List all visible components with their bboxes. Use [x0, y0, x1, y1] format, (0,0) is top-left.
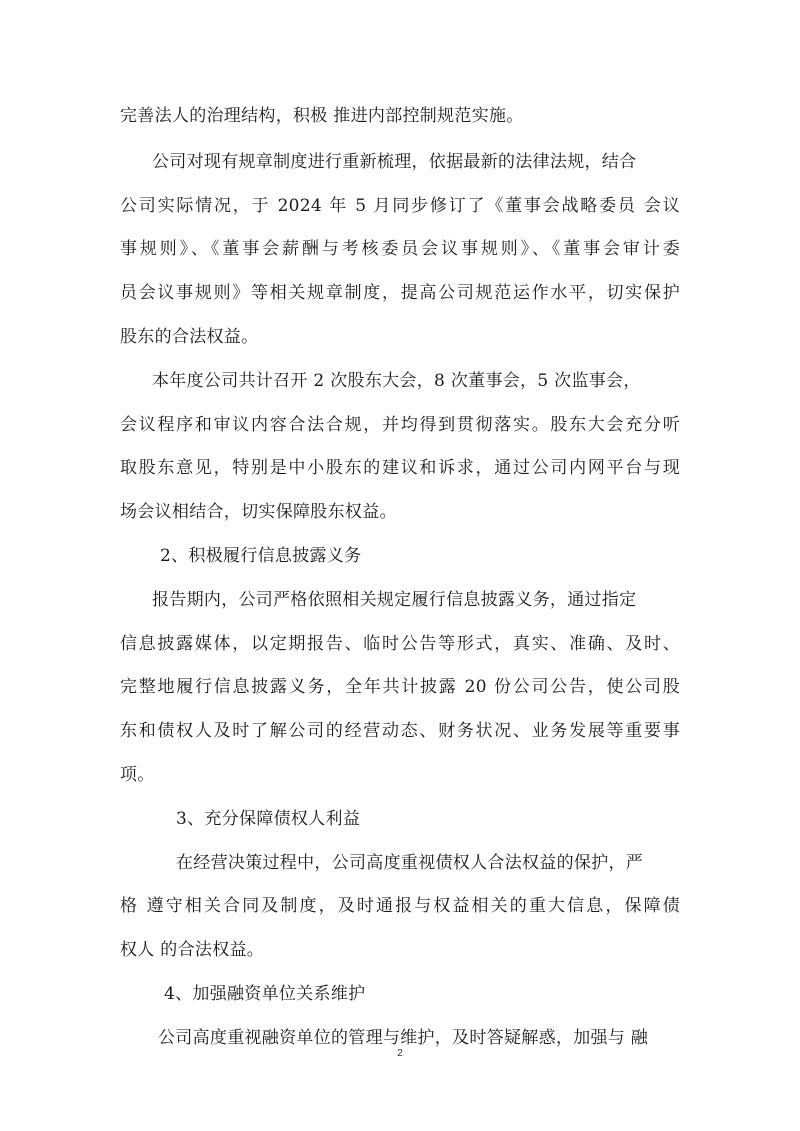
section-heading: 4、加强融资单位关系维护	[164, 984, 366, 1004]
section-heading: 2、积极履行信息披露义务	[160, 546, 362, 566]
paragraph-line: 事规则》、《董事会薪酬与考核委员会议事规则》、《董事会审计委	[120, 239, 680, 259]
paragraph-line: 格 遵守相关合同及制度，及时通报与权益相关的重大信息，保障债	[120, 896, 680, 916]
section-heading: 3、充分保障债权人利益	[176, 809, 361, 829]
paragraph-line: 公司对现有规章制度进行重新梳理，依据最新的法律法规，结合	[152, 152, 637, 172]
paragraph-line: 在经营决策过程中，公司高度重视债权人合法权益的保护，严	[176, 853, 644, 873]
paragraph-line: 取股东意见，特别是中小股东的建议和诉求，通过公司内网平台与现	[120, 458, 680, 478]
paragraph-line: 信息披露媒体，以定期报告、临时公告等形式，真实、准确、及时、	[120, 634, 680, 654]
paragraph-line: 股东的合法权益。	[120, 327, 259, 347]
paragraph-line: 完整地履行信息披露义务，全年共计披露 20 份公司公告，使公司股	[120, 677, 680, 697]
paragraph-line: 本年度公司共计召开 2 次股东大会，8 次董事会，5 次监事会，	[152, 371, 641, 391]
paragraph-line: 公司实际情况，于 2024 年 5 月同步修订了《董事会战略委员 会议	[120, 196, 680, 216]
paragraph-line: 公司高度重视融资单位的管理与维护，及时答疑解惑，加强与 融	[158, 1028, 649, 1048]
paragraph-line: 项。	[120, 765, 155, 785]
paragraph-line: 东和债权人及时了解公司的经营动态、财务状况、业务发展等重要事	[120, 721, 680, 741]
paragraph-line: 员会议事规则》等相关规章制度，提高公司规范运作水平，切实保护	[120, 283, 680, 303]
paragraph-line: 权人 的合法权益。	[120, 940, 265, 960]
page-number: 2	[397, 1048, 403, 1059]
paragraph-line: 完善法人的治理结构，积极 推进内部控制规范实施。	[120, 106, 524, 126]
paragraph-line: 场会议相结合，切实保障股东权益。	[120, 502, 397, 522]
paragraph-line: 会议程序和审议内容合法合规，并均得到贯彻落实。股东大会充分听	[120, 415, 680, 435]
paragraph-line: 报告期内，公司严格依照相关规定履行信息披露义务，通过指定	[152, 590, 637, 610]
